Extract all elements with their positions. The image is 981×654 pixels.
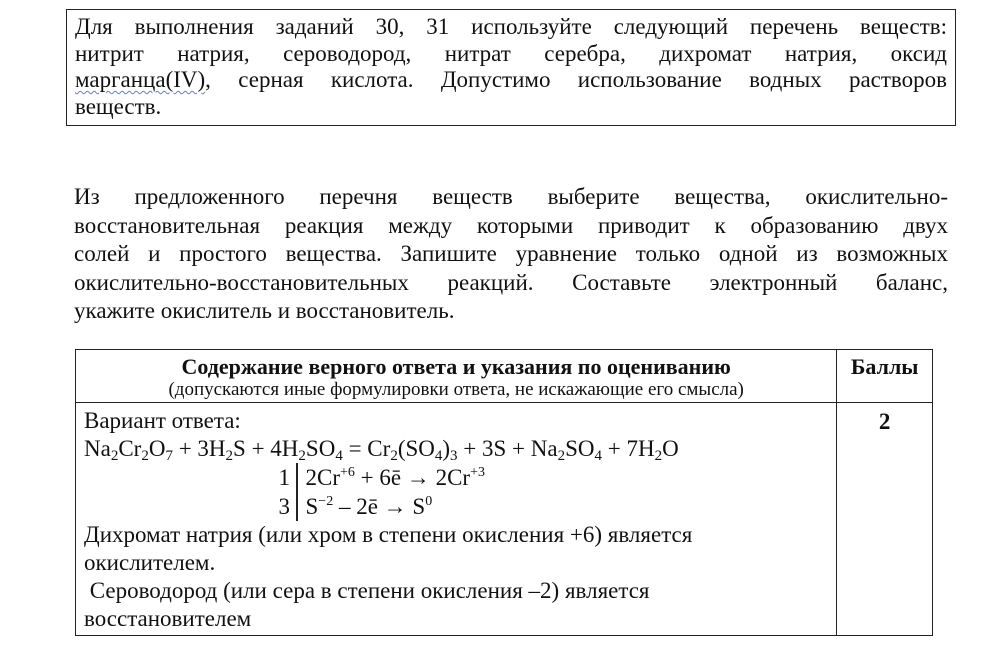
intro-line: марганца(IV), серная кислота. Допустимо использование водных растворов	[75, 67, 947, 92]
electron-balance	[260, 463, 828, 521]
score-value: 2	[837, 403, 933, 636]
task-line: укажите окислитель и восстановитель.	[74, 298, 455, 323]
task-line: Из предложенного перечня веществ выберите вещества, окислительно-	[74, 184, 948, 209]
intro-line: веществ.	[75, 93, 162, 119]
table-row	[76, 403, 933, 636]
balance-coef-1: 1	[278, 465, 290, 490]
balance-coef-2: 3	[278, 494, 290, 519]
answer-label: Вариант ответа:	[84, 408, 241, 433]
oxidizer-statement: Дихромат натрия (или хром в степени окисления +6) является окислителем.	[84, 522, 693, 575]
task-line: восстановительная реакция между которыми приводит к образованию двух	[74, 212, 948, 238]
header-sub: (допускаются иные формулировки ответа, не искажающие его смысла)	[168, 379, 744, 400]
header-content-cell	[76, 350, 837, 403]
intro-line: Для выполнения заданий 30, 31 используйте следующий перечень веществ:	[75, 14, 947, 39]
table-header-row	[76, 350, 933, 403]
reducer-statement: Сероводород (или сера в степени окисления –2) является восстановителем	[84, 578, 656, 631]
intro-text	[75, 14, 947, 120]
header-score: Баллы	[837, 350, 933, 403]
underlined-word: марганца(IV)	[75, 67, 206, 92]
intro-line: нитрит натрия, сероводород, нитрат серебра, дихромат натрия, оксид	[75, 40, 947, 66]
reaction-equation: $Na_2Cr_2O_7 + 3H_2S + 4H_2SO_4 = Cr_2(SO_4)_3 + 3S + Na_2SO_4 + 7H_2O$	[84, 436, 679, 464]
task-line: окислительно-восстановительных реакций. Составьте электронный баланс,	[74, 269, 948, 295]
task-line: солей и простого вещества. Запишите уравнение только одной из возможных	[74, 241, 948, 266]
task-text	[74, 183, 948, 326]
header-main: Содержание верного ответа и указания по оцениванию	[181, 354, 731, 379]
answer-cell	[76, 403, 837, 636]
half-reaction-reduction: $2Cr^{+6}$ + 6ē → $2Cr^{+3}$	[305, 465, 485, 490]
intro-box	[66, 9, 956, 126]
half-reaction-oxidation: $S^{-2}$ – 2ē → $S^0$	[305, 494, 433, 519]
answer-table	[75, 349, 933, 636]
